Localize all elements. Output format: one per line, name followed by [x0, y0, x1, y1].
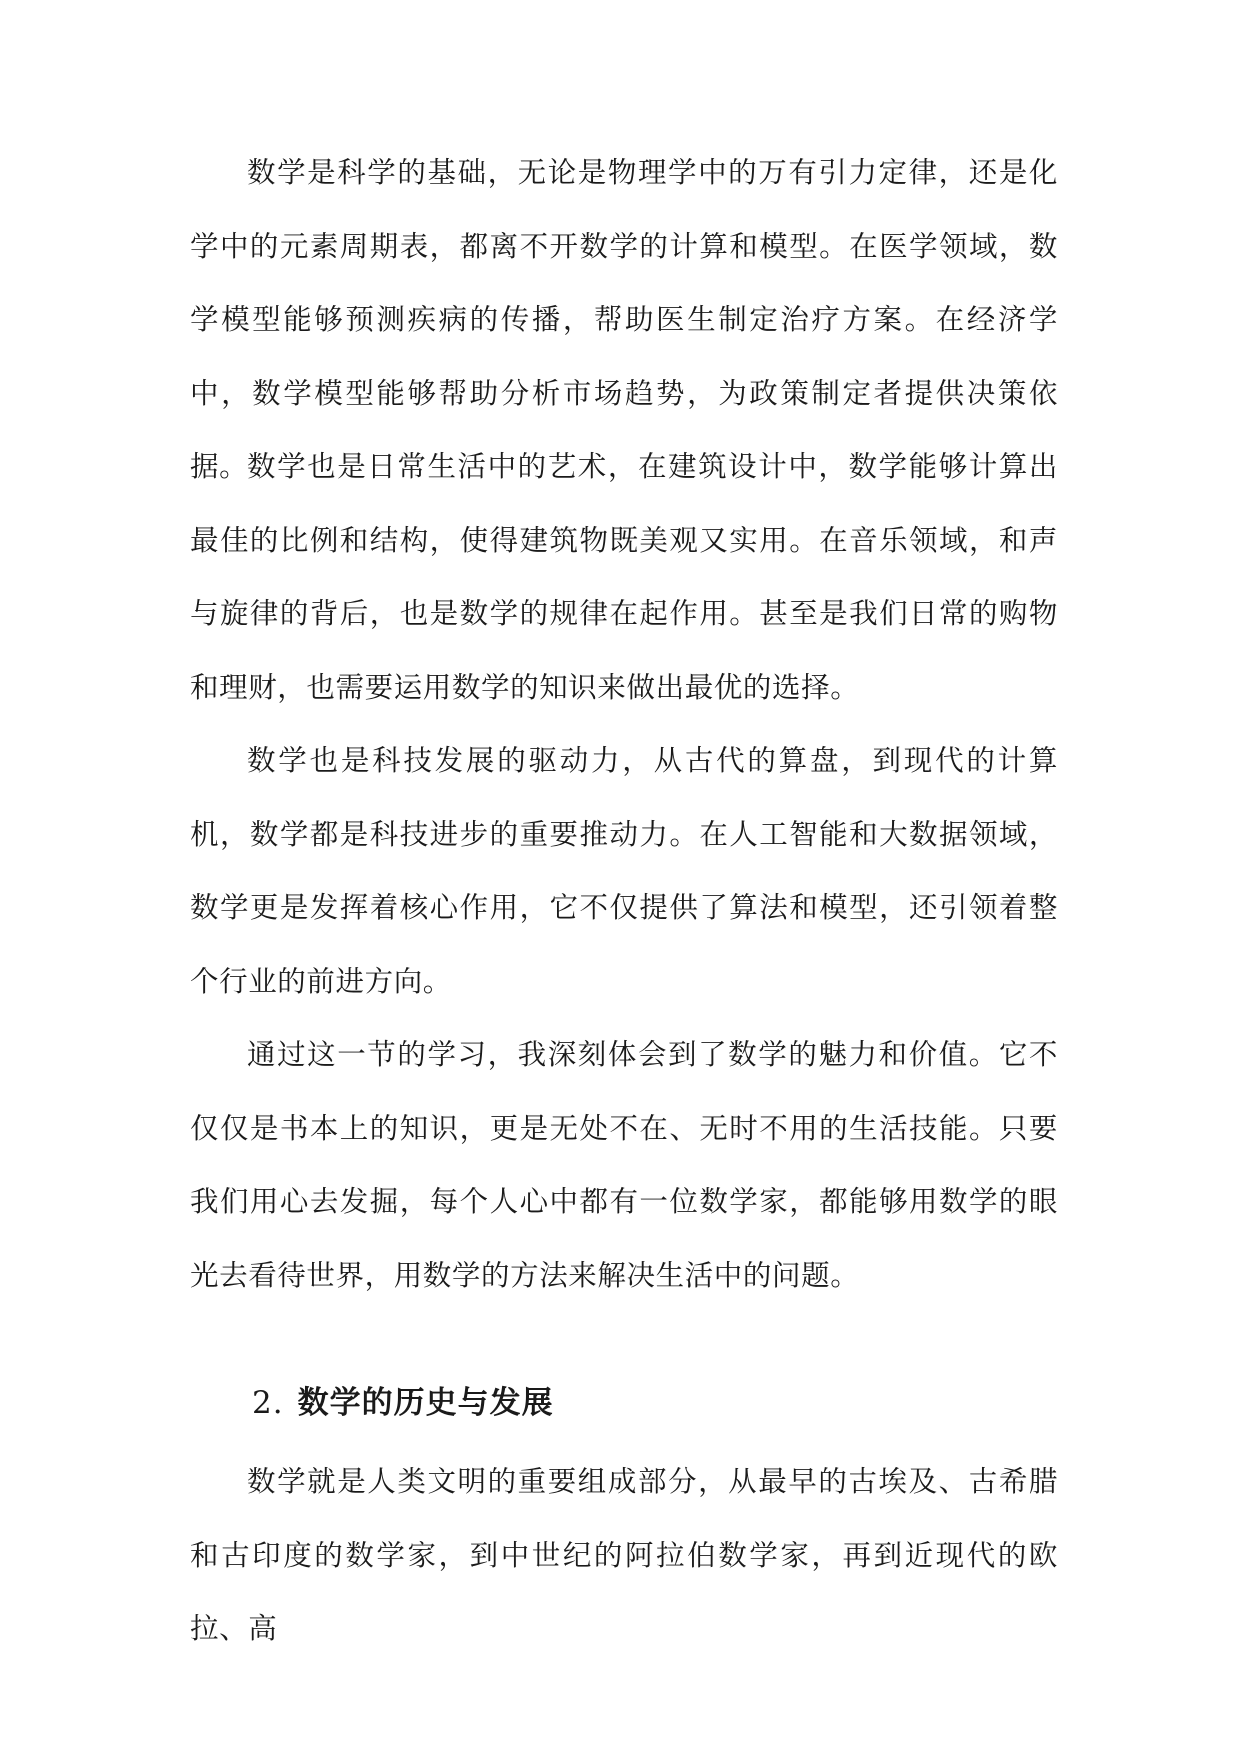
body-paragraph-history: 数学就是人类文明的重要组成部分，从最早的古埃及、古希腊和古印度的数学家，到中世纪的阿拉伯数学家，再到近现代的欧拉、高: [190, 1465, 1058, 1645]
body-paragraph-daily-life: 数学也是日常生活中的艺术，在建筑设计中，数学能够计算出最佳的比例和结构，使得建筑物既美观又实用。在音乐领域，和声与旋律的背后，也是数学的规律在起作用。甚至是我们日常的购物和理财，也需要运用数学的知识来做出最优的选择。: [190, 450, 1058, 704]
body-paragraph-science: 数学是科学的基础，无论是物理学中的万有引力定律，还是化学中的元素周期表，都离不开数学的计算和模型。在医学领域，数学模型能够预测疾病的传播，帮助医生制定治疗方案。在经济学中，数学模型能够帮助分析市场趋势，为政策制定者提供决策依据。: [190, 156, 1058, 483]
section-title: 数学的历史与发展: [297, 1385, 554, 1421]
section-number: 2.: [252, 1385, 284, 1421]
body-paragraph-reflection: 通过这一节的学习，我深刻体会到了数学的魅力和价值。它不仅仅是书本上的知识，更是无处不在、无时不用的生活技能。只要我们用心去发掘，每个人心中都有一位数学家，都能够用数学的眼光去看待世界，用数学的方法来解决生活中的问题。: [190, 1038, 1058, 1292]
section-heading: [252, 1381, 554, 1425]
body-paragraph-technology: 数学也是科技发展的驱动力，从古代的算盘，到现代的计算机，数学都是科技进步的重要推动力。在人工智能和大数据领域，数学更是发挥着核心作用，它不仅提供了算法和模型，还引领着整个行业的前进方向。: [190, 744, 1058, 998]
